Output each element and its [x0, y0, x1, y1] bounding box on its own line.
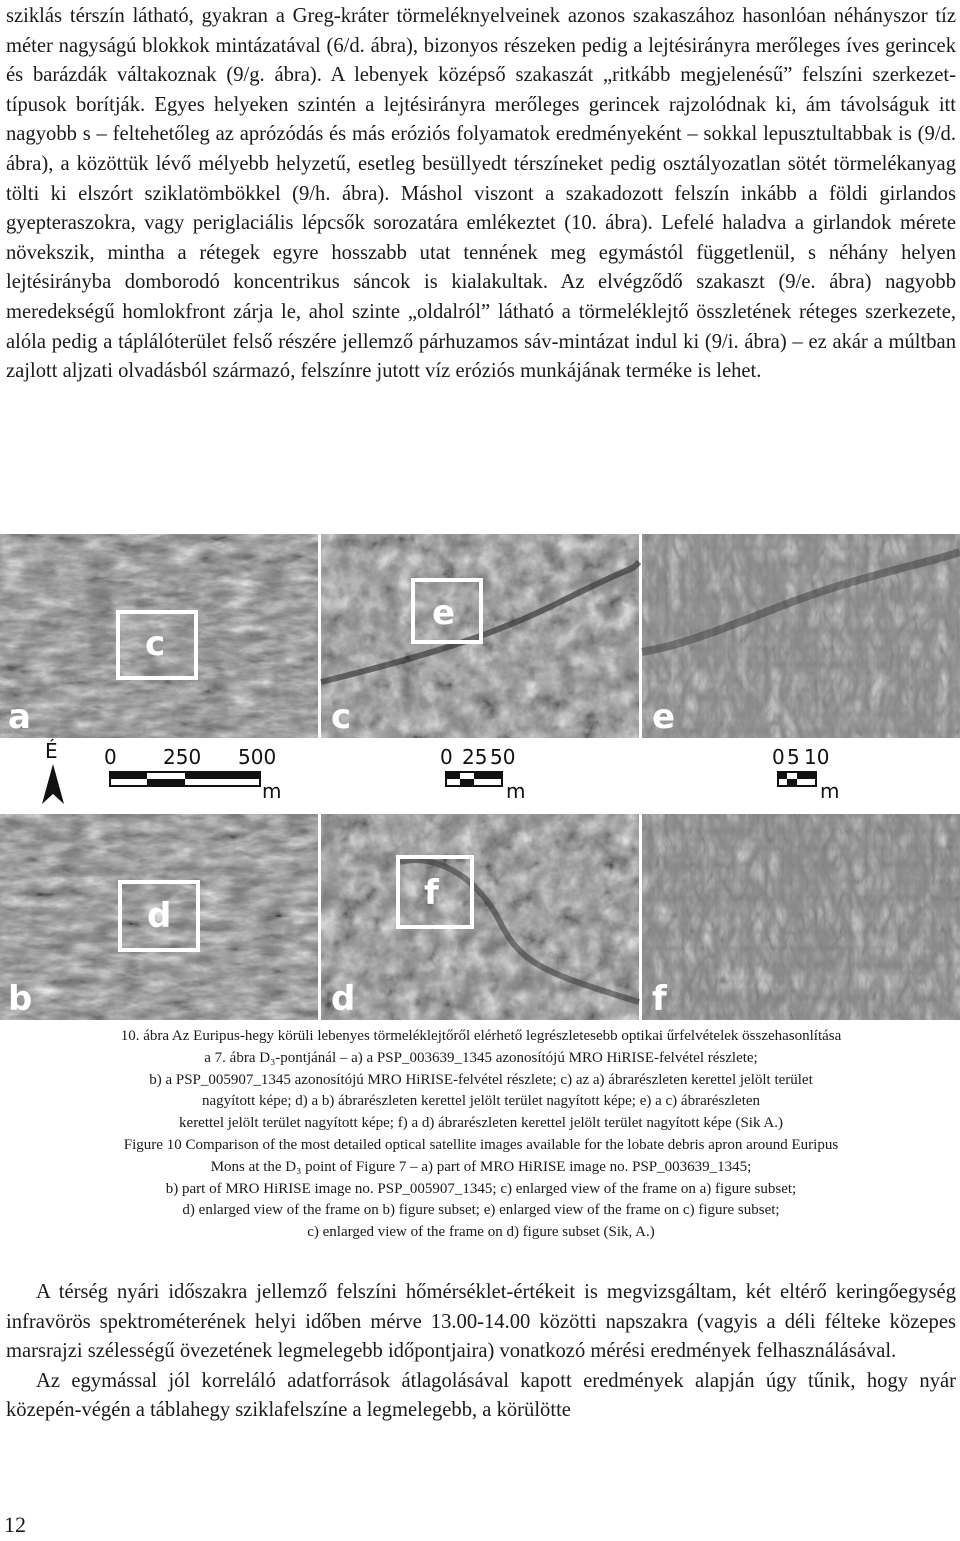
- scale-bar-3: [772, 745, 839, 803]
- panel-label-e: e: [652, 697, 676, 737]
- caption-en-line: c) enlarged view of the frame on d) figure subset (Sik, A.): [307, 1224, 655, 1241]
- caption-en-line: d) enlarged view of the frame on b) figure subset; e) enlarged view of the frame on c) figure subset;: [182, 1202, 780, 1219]
- svg-text:0: 0: [440, 745, 453, 769]
- caption-hu-line: b) a PSP_005907_1345 azonosítójú MRO HiRISE-felvétel részlete; c) az a) ábrarészleten kerettel jelölt terület: [149, 1071, 813, 1088]
- scale-bar-2: [440, 745, 525, 803]
- panel-label-d: d: [331, 979, 356, 1019]
- panel-label-c: c: [331, 697, 352, 737]
- svg-text:500: 500: [238, 745, 277, 769]
- paragraph: A térség nyári időszakra jellemző felszíni hőmérséklet-értékeit is megvizsgáltam, két eltérő keringőegység infravörös spektrométerének helyi időben mérve 13.00-14.00 közötti napszakra (vagyis a déli félteke közepes marsrajzi szélességű övezetének legmelegebb időpontjaira) vonatkozó mérési eredmények felhasználásával.: [6, 1281, 956, 1363]
- svg-text:0: 0: [104, 745, 117, 769]
- frame-label-e: e: [432, 593, 456, 633]
- caption-hu-line: 10. ábra Az Euripus-hegy körüli lebenyes törmeléklejtőről elérhető legrészletesebb optikai űrfelvételek összehasonlítása: [120, 1028, 842, 1044]
- frame-label-d: d: [147, 896, 172, 936]
- frame-label-c: c: [145, 624, 166, 664]
- caption-hu-line: nagyított képe; d) a b) ábrarészleten kerettel jelölt terület nagyított képe; e) a c) ábrarészleten: [201, 1093, 761, 1110]
- figure-svg: [0, 532, 960, 1022]
- panel-e: [642, 534, 960, 738]
- caption-hu-line: kerettel jelölt terület nagyított képe; f) a d) ábrarészleten kerettel jelölt terület nagyított képe (Sik A.): [179, 1115, 783, 1132]
- caption-en-line: Mons at the D₃ point of Figure 7 – a) part of MRO HiRISE image no. PSP_003639_1345;: [210, 1158, 752, 1175]
- svg-text:m: m: [506, 779, 526, 803]
- figure-10: [0, 532, 960, 1022]
- page-number: 12: [4, 1512, 26, 1537]
- panel-label-b: b: [8, 979, 33, 1019]
- paragraph: sziklás térszín látható, gyakran a Greg-kráter törmeléknyelveinek azonos szakaszához hasonlóan néhányszor tíz méter nagyságú blokkok mintázatával (6/d. ábra), bizonyos részeken pedig a lejtésirányra merőleges íves gerincek és barázdák váltakoznak (9/g. ábra). A lebenyek középső szakaszát „ritkább megjelenésű” felszíni szerkezet-típusok borítják. Egyes helyeken szintén a lejtésirányra merőleges gerincek rajzolódnak ki, ám távolságuk itt nagyobb s – feltehetőleg az aprózódás és más eróziós folyamatok eredményeként – sokkal lepusztultabbak is (9/d. ábra), a közöttük lévő mélyebb helyzetű, esetleg besüllyedt térszíneket pedig osztályozatlan sötét törmelékanyag tölti ki elszórt sziklatömbökkel (9/h. ábra). Máshol viszont a szakadozott felszín inkább a földi girlandos gyepteraszokra, vagy periglaciális lépcsők sorozatára emlékeztet (10. ábra). Lefelé haladva a girlandok mérete növekszik, mintha a rétegek egyre hosszabb utat tennének meg egymástól függetlenül, s néhány helyen lejtésirányba domborodó koncentrikus sáncok is kialakultak. Az elvégződő szakaszt (9/e. ábra) nagyobb meredekségű homlokfront zárja le, ahol szinte „oldalról” látható a törmeléklejtő összletének réteges szerkezete, alóla pedig a táplálóterület felső részére jellemző párhuzamos sáv-mintázat indul ki (9/i. ábra) – ez akár a múltban zajlott aljzati olvadásból származó, felszínre jutott víz eróziós munkájának terméke is lehet.: [6, 5, 956, 383]
- svg-text:25: 25: [462, 745, 488, 769]
- caption-hu-line: a 7. ábra D₃-pontjánál – a) a PSP_003639_1345 azonosítójú MRO HiRISE-felvétel részlete;: [204, 1049, 758, 1066]
- panel-label-f: f: [652, 979, 667, 1019]
- svg-text:250: 250: [163, 745, 202, 769]
- panel-label-a: a: [8, 697, 31, 737]
- svg-text:5: 5: [787, 745, 800, 769]
- paragraph: Az egymással jól korreláló adatforrások átlagolásával kapott eredmények alapján úgy tűnik, hogy nyár közepén-végén a táblahegy sziklafelszíne a legmelegebb, a körülötte: [6, 1369, 956, 1422]
- north-label: É: [45, 739, 58, 763]
- panel-b: [0, 814, 318, 1020]
- svg-text:m: m: [262, 779, 282, 803]
- svg-text:10: 10: [804, 745, 830, 769]
- svg-text:50: 50: [490, 745, 516, 769]
- scale-strip: [42, 739, 839, 804]
- caption-en-line: Figure 10 Comparison of the most detailed optical satellite images available for the lobate debris apron around Euripus: [123, 1136, 839, 1153]
- scale-bar-1: [104, 745, 281, 803]
- panel-f: [642, 814, 960, 1020]
- svg-text:m: m: [820, 779, 840, 803]
- figure-caption: [6, 1026, 956, 1244]
- svg-text:0: 0: [772, 745, 785, 769]
- body-text-bottom: [6, 1278, 956, 1426]
- caption-en-line: b) part of MRO HiRISE image no. PSP_005907_1345; c) enlarged view of the frame on a) figure subset;: [165, 1180, 797, 1197]
- body-text-top: [6, 2, 956, 387]
- panel-c: [321, 534, 639, 738]
- north-arrow: [42, 739, 64, 804]
- north-arrow-icon: [42, 764, 64, 804]
- panel-d: [321, 814, 639, 1020]
- panel-a: [0, 534, 318, 738]
- frame-label-f: f: [424, 873, 439, 913]
